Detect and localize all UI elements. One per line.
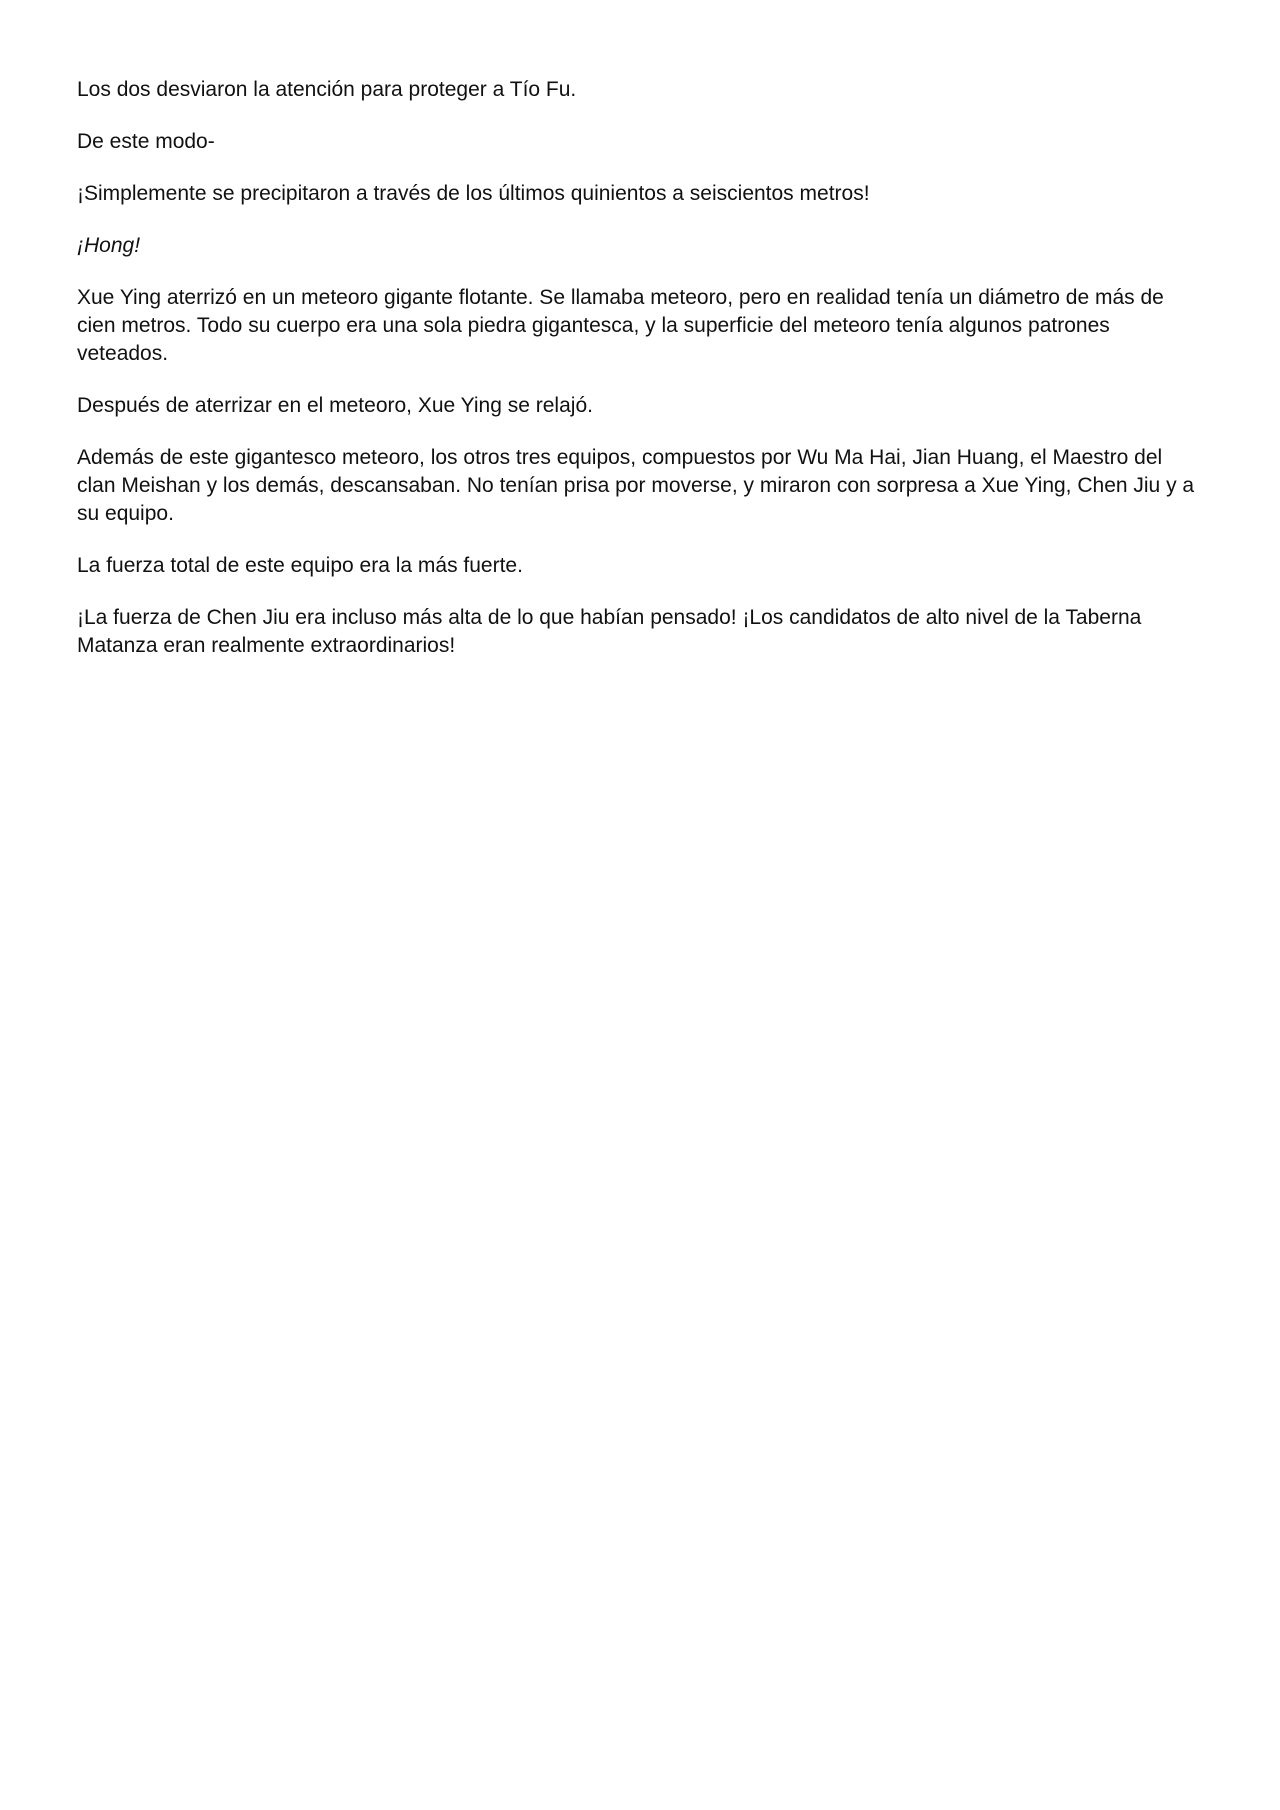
paragraph-3: ¡Simplemente se precipitaron a través de los últimos quinientos a seiscientos metros! [77,182,870,205]
paragraph-1: Los dos desviaron la atención para proteger a Tío Fu. [77,78,577,101]
document-body [77,76,1197,684]
paragraph-5: Xue Ying aterrizó en un meteoro gigante flotante. Se llamaba meteoro, pero en realidad tenía un diámetro de más de cien metros. Todo su cuerpo era una sola piedra gigantesca, y la superficie del meteoro tenía algunos patrones veteados. [77,286,1164,365]
paragraph-9: ¡La fuerza de Chen Jiu era incluso más alta de lo que habían pensado! ¡Los candidatos de alto nivel de la Taberna Matanza eran realmente extraordinarios! [77,606,1142,657]
paragraph-7: Además de este gigantesco meteoro, los otros tres equipos, compuestos por Wu Ma Hai, Jian Huang, el Maestro del clan Meishan y los demás, descansaban. No tenían prisa por moverse, y miraron con sorpresa a Xue Ying, Chen Jiu y a su equipo. [77,446,1195,525]
paragraph-2: De este modo- [77,130,215,153]
paragraph-8: La fuerza total de este equipo era la más fuerte. [77,554,523,577]
paragraph-4-sound-effect: ¡Hong! [77,234,141,257]
paragraph-6: Después de aterrizar en el meteoro, Xue Ying se relajó. [77,394,593,417]
